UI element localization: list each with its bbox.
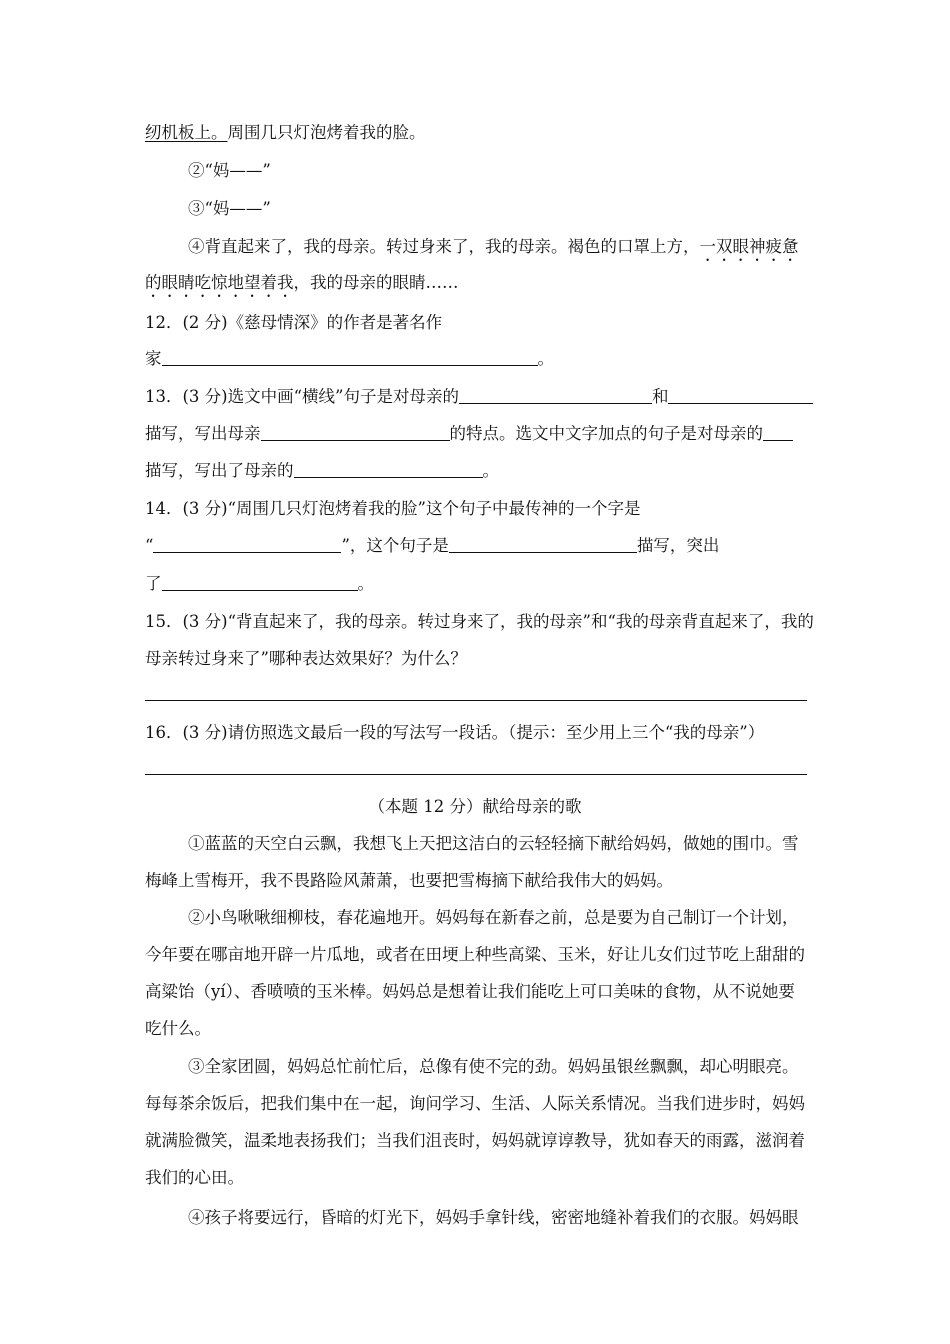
q12-line1: 12．(2 分)《慈母情深》的作者是著名作 xyxy=(145,313,443,332)
q14-line3 xyxy=(145,573,374,595)
passage2-p3-line4: 我们的心田。 xyxy=(145,1168,244,1187)
q13-blank-4[interactable] xyxy=(763,424,793,441)
q13-blank-5[interactable] xyxy=(294,461,483,478)
passage2-p4-line1: ④孩子将要远行，昏暗的灯光下，妈妈手拿针线，密密地缝补着我们的衣服。妈妈眼 xyxy=(188,1208,799,1227)
passage2-p3-line1: ③全家团圆，妈妈总忙前忙后，总像有使不完的劲。妈妈虽银丝飘飘，却心明眼亮。 xyxy=(188,1057,799,1076)
passage2-p2-line4: 吃什么。 xyxy=(145,1019,211,1038)
q12-prefix: 家 xyxy=(145,349,162,368)
para4-start: ④背直起来了，我的母亲。转过身来了，我的母亲。褐色的口罩上方， xyxy=(188,237,700,256)
q15-line2: 母亲转过身来了”哪种表达效果好？为什么？ xyxy=(145,649,467,668)
q13-blank-3[interactable] xyxy=(261,424,450,441)
q14-text-e: 。 xyxy=(357,574,374,593)
q13-text-a: 13．(3 分)选文中画“横线”句子是对母亲的 xyxy=(145,387,459,406)
q14-line1: 14．(3 分)“周围几只灯泡烤着我的脸”这个句子中最传神的一个字是 xyxy=(145,499,641,518)
passage2-p2-line2: 今年要在哪亩地开辟一片瓜地，或者在田埂上种些高粱、玉米，好让儿女们过节吃上甜甜的 xyxy=(145,945,805,964)
q16-line1: 16．(3 分)请仿照选文最后一段的写法写一段话。（提示：至少用上三个“我的母亲”） xyxy=(145,723,765,742)
q15-line1: 15．(3 分)“背直起来了，我的母亲。转过身来了，我的母亲”和“我的母亲背直起来了，我的 xyxy=(145,612,814,631)
q13-line2 xyxy=(145,423,793,445)
q12-line2 xyxy=(145,348,554,370)
underlined-sentence: 纫机板上。 xyxy=(145,123,228,142)
q14-text-a: “ xyxy=(145,536,154,555)
q13-text-b: 和 xyxy=(651,387,669,406)
q14-text-c: 描写，突出 xyxy=(636,536,720,555)
passage2-p1-line2: 梅峰上雪梅开，我不畏路险风萧萧，也要把雪梅摘下献给我伟大的妈妈。 xyxy=(145,871,673,890)
q12-suffix: 。 xyxy=(537,349,554,368)
q14-text-b: ”，这个句子是 xyxy=(341,536,449,555)
q13-line3 xyxy=(145,460,499,482)
passage2-p1-line1: ①蓝蓝的天空白云飘，我想飞上天把这洁白的云轻轻摘下献给妈妈，做她的围巾。雪 xyxy=(188,834,799,853)
q14-blank-3[interactable] xyxy=(162,574,358,591)
passage2-p3-line2: 每每茶余饭后，把我们集中在一起，询问学习、生活、人际关系情况。当我们进步时，妈妈 xyxy=(145,1094,805,1113)
passage1-line1-rest: 周围几只灯泡烤着我的脸。 xyxy=(227,123,426,142)
passage1-line1 xyxy=(145,122,426,144)
dotted-text-2: 的眼睛吃惊地望着我， xyxy=(145,273,310,292)
passage2-p2-line3: 高粱饴（yí）、香喷喷的玉米棒。妈妈总是想着让我们能吃上可口美味的食物，从不说她要 xyxy=(145,982,795,1001)
q13-text-f: 。 xyxy=(482,461,499,480)
dotted-text-1: 一双眼神疲惫 xyxy=(699,237,799,256)
q14-text-d: 了 xyxy=(145,574,162,593)
q12-answer-blank[interactable] xyxy=(162,349,538,366)
q15-answer-line[interactable] xyxy=(145,700,807,701)
q13-text-d: 的特点。选文中文字加点的句子是对母亲的 xyxy=(449,424,763,443)
q14-blank-2[interactable] xyxy=(449,536,637,553)
para4-end: 我的母亲的眼睛…… xyxy=(310,273,459,292)
passage1-para3: ③“妈——” xyxy=(188,199,271,218)
passage2-p3-line3: 就满脸微笑，温柔地表扬我们；当我们沮丧时，妈妈就谆谆教导，犹如春天的雨露，滋润着 xyxy=(145,1131,805,1150)
passage2-p2-line1: ②小鸟啾啾细柳枝，春花遍地开。妈妈每在新春之前，总是要为自己制订一个计划， xyxy=(188,908,799,927)
q13-blank-2[interactable] xyxy=(668,387,813,404)
q14-line2 xyxy=(145,535,719,557)
q16-answer-line[interactable] xyxy=(145,774,807,775)
q14-blank-1[interactable] xyxy=(153,536,341,553)
q13-blank-1[interactable] xyxy=(459,387,652,404)
passage2-title: （本题 12 分）献给母亲的歌 xyxy=(368,797,582,816)
passage1-para4-line1 xyxy=(188,236,799,265)
passage1-para2: ②“妈——” xyxy=(188,161,271,180)
q13-text-e: 描写，写出了母亲的 xyxy=(145,461,294,480)
q13-text-c: 描写，写出母亲 xyxy=(145,424,261,443)
passage1-para4-line2 xyxy=(145,272,459,301)
q13-line1 xyxy=(145,386,813,408)
